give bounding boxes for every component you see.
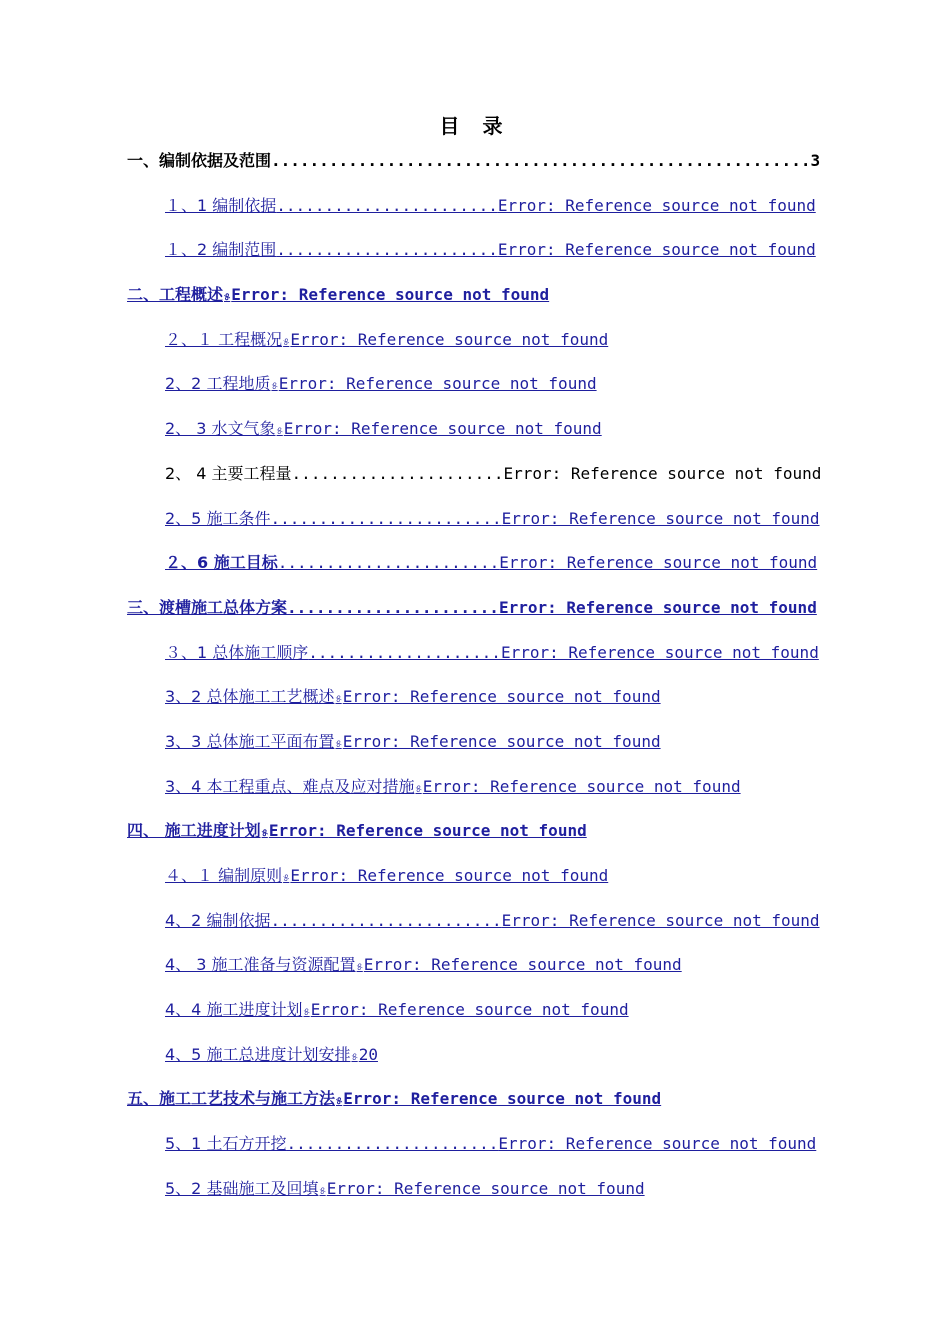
toc-entry[interactable] xyxy=(0,416,950,461)
toc-entry-line xyxy=(127,285,549,304)
toc-entry-page: Error: Reference source not found xyxy=(501,910,820,930)
toc-entry-page: Error: Reference source not found xyxy=(499,553,818,573)
toc-entry-page: Error: Reference source not found xyxy=(363,955,682,975)
toc-entry-leader: ........................................................ xyxy=(271,151,811,170)
toc-entry-separator-icon: ୫ xyxy=(415,783,422,795)
toc-entry[interactable] xyxy=(0,863,950,908)
toc-entry[interactable] xyxy=(0,595,950,640)
toc-entry-label: 4、5 施工总进度计划安排 xyxy=(165,1044,351,1064)
toc-entry-leader: ........................ xyxy=(270,508,502,528)
toc-entry-label: ２、6 施工目标 xyxy=(165,553,278,573)
toc-entry-page: Error: Reference source not found xyxy=(268,821,587,841)
toc-entry-label: １、1 编制依据 xyxy=(165,195,277,215)
toc-entry-label: 5、1 土石方开挖 xyxy=(165,1134,287,1154)
toc-list xyxy=(0,148,950,1221)
toc-entry-label: 3、2 总体施工工艺概述 xyxy=(165,687,335,707)
toc-entry-label: 3、4 本工程重点、难点及应对措施 xyxy=(165,776,415,796)
toc-entry-page: Error: Reference source not found xyxy=(343,1089,662,1109)
toc-entry-leader: .................... xyxy=(308,642,501,662)
toc-entry-line xyxy=(165,732,661,751)
toc-entry-leader: ...................... xyxy=(291,463,504,483)
toc-entry-line xyxy=(165,374,597,393)
toc-entry[interactable] xyxy=(0,684,950,729)
toc-entry-label: 2、 3 水文气象 xyxy=(165,419,276,439)
toc-entry-page: Error: Reference source not found xyxy=(290,329,609,349)
toc-entry-line xyxy=(165,419,602,438)
toc-entry-label: ３、1 总体施工顺序 xyxy=(165,642,309,662)
toc-entry-label: 三、渡槽施工总体方案 xyxy=(127,597,288,617)
toc-entry-separator-icon: ୫ xyxy=(351,1051,358,1063)
toc-entry-separator-icon: ୫ xyxy=(336,1096,343,1108)
toc-entry[interactable] xyxy=(0,1176,950,1221)
toc-entry-line xyxy=(165,553,817,572)
toc-entry-line xyxy=(165,1179,645,1198)
toc-entry[interactable] xyxy=(0,908,950,953)
toc-entry-page: Error: Reference source not found xyxy=(326,1178,645,1198)
toc-entry[interactable] xyxy=(0,729,950,774)
toc-entry xyxy=(0,148,950,193)
toc-entry-label: 4、4 施工进度计划 xyxy=(165,1000,303,1020)
toc-entry-page: Error: Reference source not found xyxy=(500,642,819,662)
toc-entry[interactable] xyxy=(0,1042,950,1087)
toc-entry-separator-icon: ୫ xyxy=(276,426,283,438)
toc-entry-line xyxy=(165,777,741,796)
toc-entry[interactable] xyxy=(0,550,950,595)
toc-entry[interactable] xyxy=(0,282,950,327)
toc-entry-line xyxy=(165,196,816,215)
toc-entry[interactable] xyxy=(0,327,950,372)
toc-entry-page: Error: Reference source not found xyxy=(278,374,597,394)
toc-entry-label: 五、施工工艺技术与施工方法 xyxy=(127,1089,336,1109)
toc-entry-separator-icon: ୫ xyxy=(283,873,290,884)
toc-entry-page: Error: Reference source not found xyxy=(310,1000,629,1020)
toc-entry-separator-icon: ୫ xyxy=(303,1007,310,1019)
toc-entry-separator-icon: ୫ xyxy=(271,381,278,393)
toc-entry-line xyxy=(165,509,820,528)
toc-entry[interactable] xyxy=(0,1131,950,1176)
toc-entry-page: Error: Reference source not found xyxy=(342,687,661,707)
toc-entry-line xyxy=(165,911,820,930)
toc-entry-leader: ....................... xyxy=(276,240,498,260)
toc-entry-page: Error: Reference source not found xyxy=(342,731,661,751)
toc-entry[interactable] xyxy=(0,774,950,819)
toc-entry-page: Error: Reference source not found xyxy=(422,776,741,796)
toc-entry-label: 4、2 编制依据 xyxy=(165,910,271,930)
toc-entry-leader: ....................... xyxy=(276,195,498,215)
toc-entry-page: 20 xyxy=(358,1044,378,1064)
toc-entry-separator-icon: ୫ xyxy=(224,292,231,304)
toc-entry-separator-icon: ୫ xyxy=(319,1185,326,1197)
toc-entry-line xyxy=(127,598,817,617)
toc-entry-line xyxy=(165,1134,816,1153)
toc-entry[interactable] xyxy=(0,1086,950,1131)
toc-entry-page: 3 xyxy=(810,151,821,170)
toc-entry-page: Error: Reference source not found xyxy=(501,508,820,528)
toc-entry-label: 4、 3 施工准备与资源配置 xyxy=(165,955,356,975)
toc-entry-line xyxy=(165,240,816,259)
toc-entry-label: 四、 施工进度计划 xyxy=(127,821,261,841)
toc-entry-page: Error: Reference source not found xyxy=(497,195,816,215)
toc-entry-page: Error: Reference source not found xyxy=(290,866,609,885)
toc-entry-page: Error: Reference source not found xyxy=(283,419,602,439)
toc-entry-line xyxy=(165,330,608,349)
toc-entry-line xyxy=(127,1089,661,1108)
toc-entry-leader: ........................ xyxy=(270,910,502,930)
toc-entry-leader: ...................... xyxy=(286,1134,499,1154)
toc-entry-page: Error: Reference source not found xyxy=(497,240,816,260)
toc-entry-label: １、2 编制范围 xyxy=(165,240,277,260)
toc-entry[interactable] xyxy=(0,818,950,863)
toc-entry-separator-icon: ୫ xyxy=(283,336,290,348)
toc-entry-page: Error: Reference source not found xyxy=(231,285,550,305)
toc-entry-leader: ....................... xyxy=(277,553,500,573)
toc-entry-label: 5、2 基础施工及回填 xyxy=(165,1178,319,1198)
toc-entry-line xyxy=(165,643,819,662)
toc-entry[interactable] xyxy=(0,640,950,685)
toc-entry[interactable] xyxy=(0,952,950,997)
toc-entry-separator-icon: ୫ xyxy=(356,962,363,974)
toc-entry-line xyxy=(165,687,661,706)
toc-entry-label: ２、１ 工程概况 xyxy=(165,329,283,349)
toc-entry-label: 2、2 工程地质 xyxy=(165,374,271,394)
toc-entry[interactable] xyxy=(0,997,950,1042)
toc-entry-page: Error: Reference source not found xyxy=(498,1134,817,1154)
toc-entry-label: 3、3 总体施工平面布置 xyxy=(165,731,335,751)
toc-entry-separator-icon: ୫ xyxy=(335,738,342,750)
toc-entry-line xyxy=(127,821,587,840)
toc-entry-line xyxy=(165,955,682,974)
toc-title: 目 录 xyxy=(439,114,511,138)
toc-entry[interactable] xyxy=(0,237,950,282)
toc-entry-separator-icon: ୫ xyxy=(335,694,342,706)
toc-entry xyxy=(0,461,950,506)
toc-entry[interactable] xyxy=(0,506,950,551)
toc-entry-label: 2、5 施工条件 xyxy=(165,508,271,528)
toc-entry-label: 2、 4 主要工程量 xyxy=(165,463,292,483)
toc-entry-page: Error: Reference source not found xyxy=(498,597,817,617)
toc-entry-label: 二、工程概述 xyxy=(127,285,224,305)
toc-entry-line xyxy=(165,1045,378,1064)
toc-entry-page: Error: Reference source not found xyxy=(503,463,822,483)
toc-entry-line xyxy=(165,464,821,483)
toc-entry-label: ４、１ 编制原则 xyxy=(165,866,283,885)
toc-entry-separator-icon: ୫ xyxy=(261,828,268,840)
toc-entry-line xyxy=(165,1000,629,1019)
toc-entry-label: 一、编制依据及范围 xyxy=(127,151,272,170)
toc-entry[interactable] xyxy=(0,371,950,416)
toc-entry[interactable] xyxy=(0,193,950,238)
toc-entry-line xyxy=(165,866,608,885)
toc-entry-line xyxy=(127,151,820,170)
toc-entry-leader: ...................... xyxy=(287,597,499,617)
